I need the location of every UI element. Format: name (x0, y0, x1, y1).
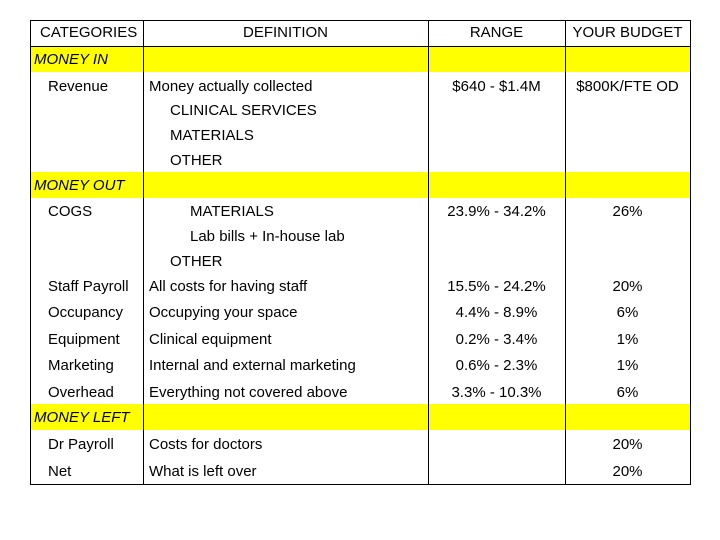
row-definition: What is left over (149, 463, 257, 480)
column-divider (565, 20, 566, 485)
revenue-range: $640 - $1.4M (452, 78, 541, 95)
header-range: RANGE (469, 24, 524, 41)
cogs-row (30, 198, 690, 274)
table-row (30, 352, 690, 378)
column-divider (143, 20, 144, 485)
table-row (30, 378, 690, 404)
header-row (30, 20, 690, 46)
row-budget: 6% (616, 304, 639, 321)
header-definition: DEFINITION (243, 24, 328, 41)
header-divider (30, 46, 691, 47)
table-row (30, 458, 690, 484)
cogs-range: 23.9% - 34.2% (447, 203, 546, 220)
row-category: Occupancy (48, 304, 124, 321)
row-range: 0.6% - 2.3% (455, 357, 538, 374)
row-budget: 20% (612, 436, 643, 453)
row-definition: Everything not covered above (149, 384, 348, 401)
row-range: 0.2% - 3.4% (455, 331, 538, 348)
row-category: Net (48, 463, 72, 480)
section-money-out (30, 172, 690, 198)
row-definition: All costs for having staff (149, 278, 308, 295)
row-budget: 20% (612, 278, 643, 295)
header-categories: CATEGORIES (40, 24, 138, 41)
column-divider (428, 20, 429, 485)
table-border-bottom (30, 484, 691, 485)
row-definition: Clinical equipment (149, 331, 272, 348)
cogs-category: COGS (48, 203, 93, 220)
table-row (30, 300, 690, 326)
table-row (30, 274, 690, 300)
cogs-sub-item: OTHER (170, 253, 223, 270)
header-definition-cell (143, 20, 428, 46)
row-budget: 6% (616, 384, 639, 401)
revenue-sub-item: OTHER (170, 152, 223, 169)
row-definition: Occupying your space (149, 304, 298, 321)
revenue-category: Revenue (48, 78, 109, 95)
row-budget: 1% (616, 357, 639, 374)
revenue-sub-item: CLINICAL SERVICES (170, 102, 317, 119)
table-border-right (690, 20, 691, 485)
row-category: Overhead (48, 384, 114, 401)
cogs-budget: 26% (612, 203, 643, 220)
row-category: Dr Payroll (48, 436, 114, 453)
row-category: Marketing (48, 357, 114, 374)
row-range: 15.5% - 24.2% (447, 278, 546, 295)
header-budget-cell (565, 20, 690, 46)
revenue-sub-item: MATERIALS (170, 127, 254, 144)
revenue-row (30, 72, 690, 172)
row-category: Staff Payroll (48, 278, 129, 295)
row-definition: Internal and external marketing (149, 357, 356, 374)
table-border-left (30, 20, 31, 485)
row-range: 4.4% - 8.9% (455, 304, 538, 321)
revenue-definition: Money actually collected (149, 78, 313, 95)
row-range: 3.3% - 10.3% (451, 384, 542, 401)
row-category: Equipment (48, 331, 120, 348)
section-money-left (30, 404, 690, 430)
cogs-sub-item: Lab bills + In-house lab (190, 228, 345, 245)
cogs-sub-item: MATERIALS (190, 203, 274, 220)
row-definition: Costs for doctors (149, 436, 263, 453)
header-range-cell (428, 20, 565, 46)
table-border-top (30, 20, 691, 21)
header-categories-cell (30, 20, 143, 46)
section-money-out-label: MONEY OUT (34, 177, 125, 194)
section-money-in-label: MONEY IN (34, 51, 108, 68)
table-row (30, 326, 690, 352)
revenue-budget: $800K/FTE OD (576, 78, 679, 95)
table-row (30, 430, 690, 458)
section-money-left-label: MONEY LEFT (34, 409, 130, 426)
header-your-budget: YOUR BUDGET (572, 24, 683, 41)
section-money-in (30, 46, 690, 72)
row-budget: 1% (616, 331, 639, 348)
row-budget: 20% (612, 463, 643, 480)
